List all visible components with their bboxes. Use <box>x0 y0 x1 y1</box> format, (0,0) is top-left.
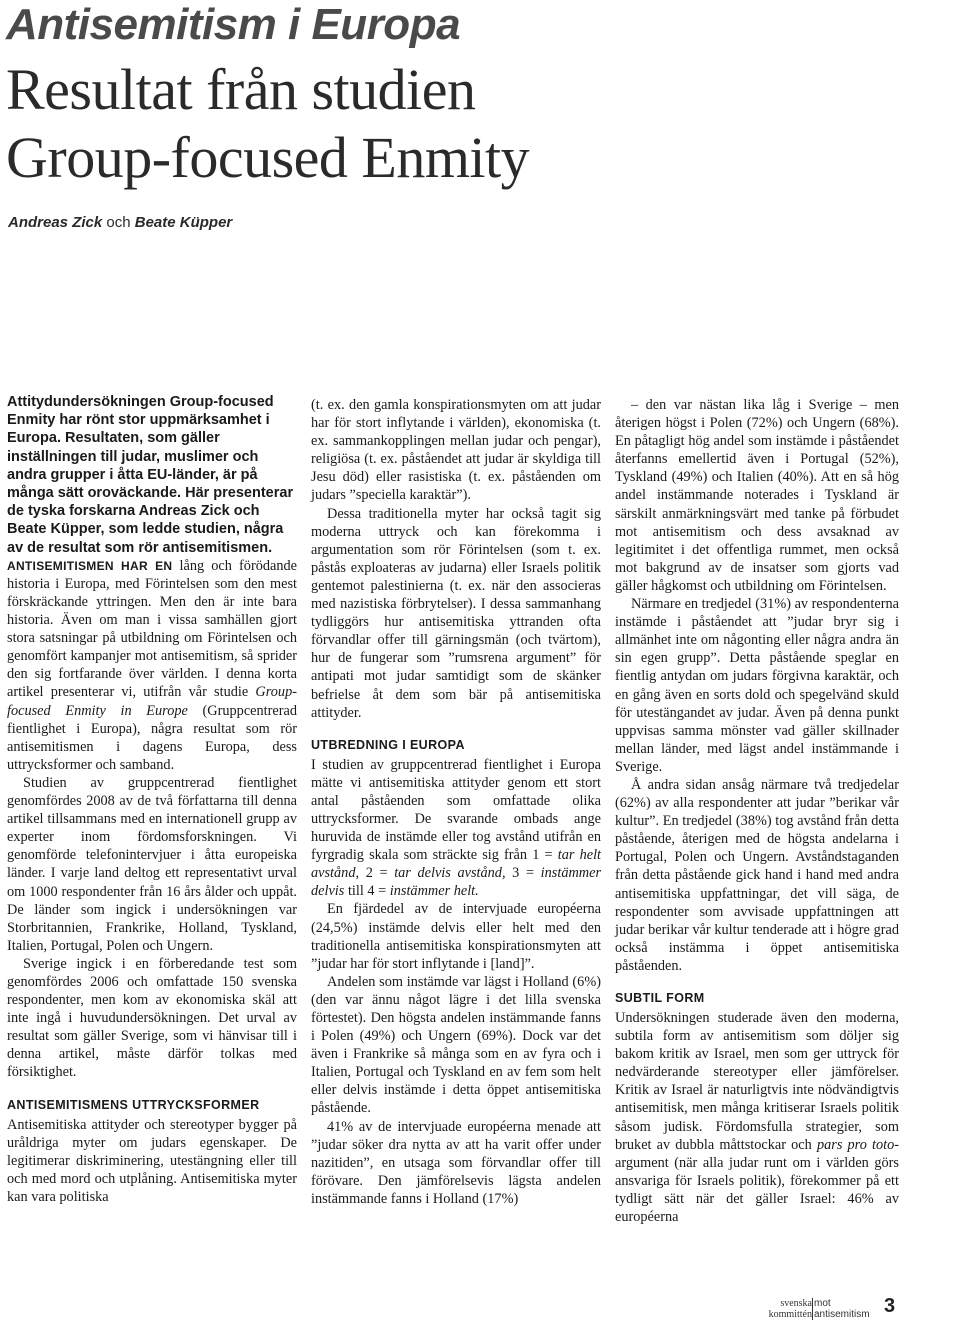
byline <box>8 214 232 231</box>
column-2 <box>311 396 601 1208</box>
page-number: 3 <box>884 1295 896 1317</box>
section-heading: UTBREDNING I EUROPA <box>311 737 465 752</box>
author-1: Andreas Zick <box>8 214 103 231</box>
title-line-2: Group-focused Enmity <box>6 125 530 190</box>
italic-title: Group-focused Enmity in Europe <box>7 684 297 719</box>
article-title <box>6 56 529 192</box>
logo-left-line-1: svenska <box>780 1298 812 1309</box>
section-kicker: Antisemitism i Europa <box>6 0 461 49</box>
body-paragraph: Studien av gruppcentrerad fientlighet genomfördes 2008 av de två författarna till denna artikel tillsammans med en internationell grupp av experter inom fördomsforskningen. Vi genomförde telefonintervjuer i åtta europeiska länder. I varje land deltog ett representativt urval om 1000 respondenter från 16 års ålder och uppåt. De länder som ingick i undersökningen var Storbritannien, Frankrike, Holland, Tyskland, Italien, Portugal, Polen och Ungern. <box>7 774 297 954</box>
text-run: 2 = <box>365 865 388 882</box>
logo-right-line-1: mot <box>814 1298 831 1309</box>
italic-run: instämmer delvis <box>311 865 602 900</box>
text-run: I studien av gruppcentrerad fientlighet i Europa mätte vi antisemitiska attityder genom ett stort antal påståenden som omfattade olika uttrycksformer. De svarande ombads ange huruvida de instämde eller tog avstånd utifrån en fyrgradig skala som sträckte sig från 1 = <box>311 756 601 864</box>
drop-caps: ANTISEMITISMEN HAR EN <box>7 558 173 573</box>
logo-left-line-2: kommittén <box>768 1309 812 1320</box>
body-paragraph <box>615 1009 899 1226</box>
body-paragraph: (t. ex. den gamla konspirationsmyten om att judar har för stort inflytande i världen), ekonomiska (t. ex. sammankopplingen mellan judar och pengar), religiösa (t. ex. påståendet att judar är skyldiga till Jesu död) eller rasistiska (t. ex. påståenden om judars ”speciella karaktär”). <box>311 397 601 504</box>
column-1 <box>7 393 297 1206</box>
body-paragraph: Antisemitiska attityder och stereotyper bygger på uråldriga myter om judars egenskaper. De legitimerar diskriminering, utestängning eller till och med mord och utplåning. Antisemitiska myter kan vara politiska <box>7 1116 297 1205</box>
body-paragraph <box>311 756 601 901</box>
author-2: Beate Küpper <box>134 214 233 231</box>
title-line-1: Resultat från studien <box>6 57 476 122</box>
body-paragraph: Å andra sidan ansåg närmare två tredjedelar (62%) av alla respondenter att judar ”berikar vår kultur”. En tredjedel (38%) tog avstånd från detta påstående, återigen med de högsta andelarna i Portugal, Polen och Ungern. Avståndstaganden från detta påstående gick hand i hand med andra antisemitiska uppfattningar, det vill säga, de respondenter som avvisade uppfattningen att judar berikar vår kultur tenderade att i högre grad också instämma i öppet antisemitiska påståenden. <box>615 776 899 974</box>
column-3 <box>615 396 899 1226</box>
body-paragraph: – den var nästan lika låg i Sverige – men återigen högst i Polen (72%) och Ungern (68%). En påtagligt hög andel som instämde i påståendet återfanns emellertid även i Portugal (52%), Tyskland (49%) och Italien (40%). Att en så hög andel instämmande noterades i Tyskland är särskilt anmärkningsvärt med tanke på förbudet mot antisemitism och dess avsaknad av legitimitet i det offentliga rummet, men också mot bakgrund av de insatser som gjorts vad gäller hågkomst och utbildning om Förintelsen. <box>615 397 899 594</box>
body-paragraph: Närmare en tredjedel (31%) av respondenterna instämde i påståendet att ”judar bryr sig i allmänhet inte om någonting eller några andra än sin egen grupp”. Detta påstående speglar en fientlig antydan om judars förgivna karaktär, och en gång även en sorts dold och spegelvänd skuld för utestängandet av judar. Även på denna punkt uppvisas samma mönster vad gäller skillnader mellan länder, med lägst andel instämmande i Sverige. <box>615 596 899 775</box>
body-paragraph: Sverige ingick i en förberedande test som genomfördes 2006 och omfattade 150 svenska respondenter, men kom av ekonomiska skäl att inte ingå i huvudundersökningen. Det urval av resultat som gäller Sverige, som vi hänvisar till i denna artikel, måste därför tolkas med försiktighet. <box>7 955 297 1081</box>
section-heading: ANTISEMITISMENS UTTRYCKSFORMER <box>7 1097 260 1112</box>
publisher-logo <box>768 1298 870 1320</box>
italic-run: tar helt avstånd, <box>311 847 602 882</box>
body-paragraph: 41% av de intervjuade européerna menade att ”judar söker dra nytta av att ha varit offer under nazitiden”, en utsaga som förvandlar offer till förövare. Den jämförelsevis lägsta andelen instämmande fanns i Holland (17%) <box>311 1118 601 1207</box>
text-run: Undersökningen studerade även den moderna, subtila form av antisemitism som döljer sig bakom kritik av Israel, men som ger uttryck för nedvärderande stereotyper eller jämförelser. Kritik av Israel är naturligtvis inte nödvändigtvis antisemitisk, men många kritiserar Israels politik såsom judisk. Fördomsfulla strategier, som bruket av dubbla måttstockar och <box>615 1010 899 1153</box>
logo-right-line-2: antisemitism <box>814 1309 870 1320</box>
logo-right <box>814 1298 884 1320</box>
lead-paragraph: Attitydundersökningen Group-focused Enmity har rönt stor uppmärksamhet i Europa. Resultaten, som gäller inställningen till judar, muslimer och andra grupper i åtta EU-länder, är på många sätt oroväckande. Här presenterar de tyska forskarna Andreas Zick och Beate Küpper, som ledde studien, några av de resultat som rör antisemitismen. <box>7 394 294 556</box>
text-run: 3 = <box>512 865 535 882</box>
italic-run: instämmer helt. <box>389 883 479 900</box>
italic-run: pars pro toto <box>816 1136 895 1153</box>
body-paragraph <box>7 557 297 774</box>
body-paragraph: Andelen som instämde var lägst i Holland (6%) (den var ännu något lägre i det lilla svenska förtestet). Den högsta andelen instämmande fanns i Polen (49%) och Ungern (69%). Dock var det även i Frankrike så många som en av fyra och i Italien, Portugal och Tyskland en av fem som helt eller delvis instämde i detta öppet antisemitiska påstående. <box>311 973 601 1117</box>
italic-run: tar delvis avstånd, <box>394 865 506 882</box>
byline-and: och <box>106 214 131 231</box>
section-heading: SUBTIL FORM <box>615 991 705 1005</box>
text-run: (Gruppcentrerad fientlighet i Europa), några resultat som rör antisemitismen i dagens Europa, dess uttrycksformer och samband. <box>7 702 297 773</box>
logo-divider <box>812 1298 813 1320</box>
text-run: -argument (när alla judar runt om i världen görs ansvariga för Israels politik), förekommer på ett tydligt sätt när det gäller Israel: 46% av européerna <box>615 1136 899 1226</box>
text-run: till 4 = <box>347 883 387 900</box>
body-paragraph: Dessa traditionella myter har också tagit sig moderna uttryck och kan förekomma i argumentation som rör Förintelsen (som t. ex. påstås exploateras av judarna) eller Israels politik gentemot palestinierna (t. ex. när den associeras med nazistiska förbrytelser). I dessa sammanhang tydliggörs hur antisemitiska yttranden ofta förvandlar offer till gärningsmän (och tvärtom), hur de fungerar som ”rumsrena argument” för antipati mot judar samtidigt som de skänker befrielse åt dem som bär på antisemitiska attityder. <box>311 505 601 721</box>
body-paragraph: En fjärdedel av de intervjuade européerna (24,5%) instämde delvis eller helt med den traditionella antisemitiska konspirationsmyten att ”judar har för stort inflytande i [land]”. <box>311 901 601 972</box>
text-run: lång och förödande historia i Europa, med Förintelsen som den mest förskräckande yttringen. Men den är inte bara historia. Även om man i vissa samhällen gjort stora satsningar på utbildning om Förintelsen och genomfört kampanjer mot antisemitism, så sprider den sig fortfarande över världen. I denna korta artikel presenterar vi, utifrån vår studie <box>7 557 297 701</box>
